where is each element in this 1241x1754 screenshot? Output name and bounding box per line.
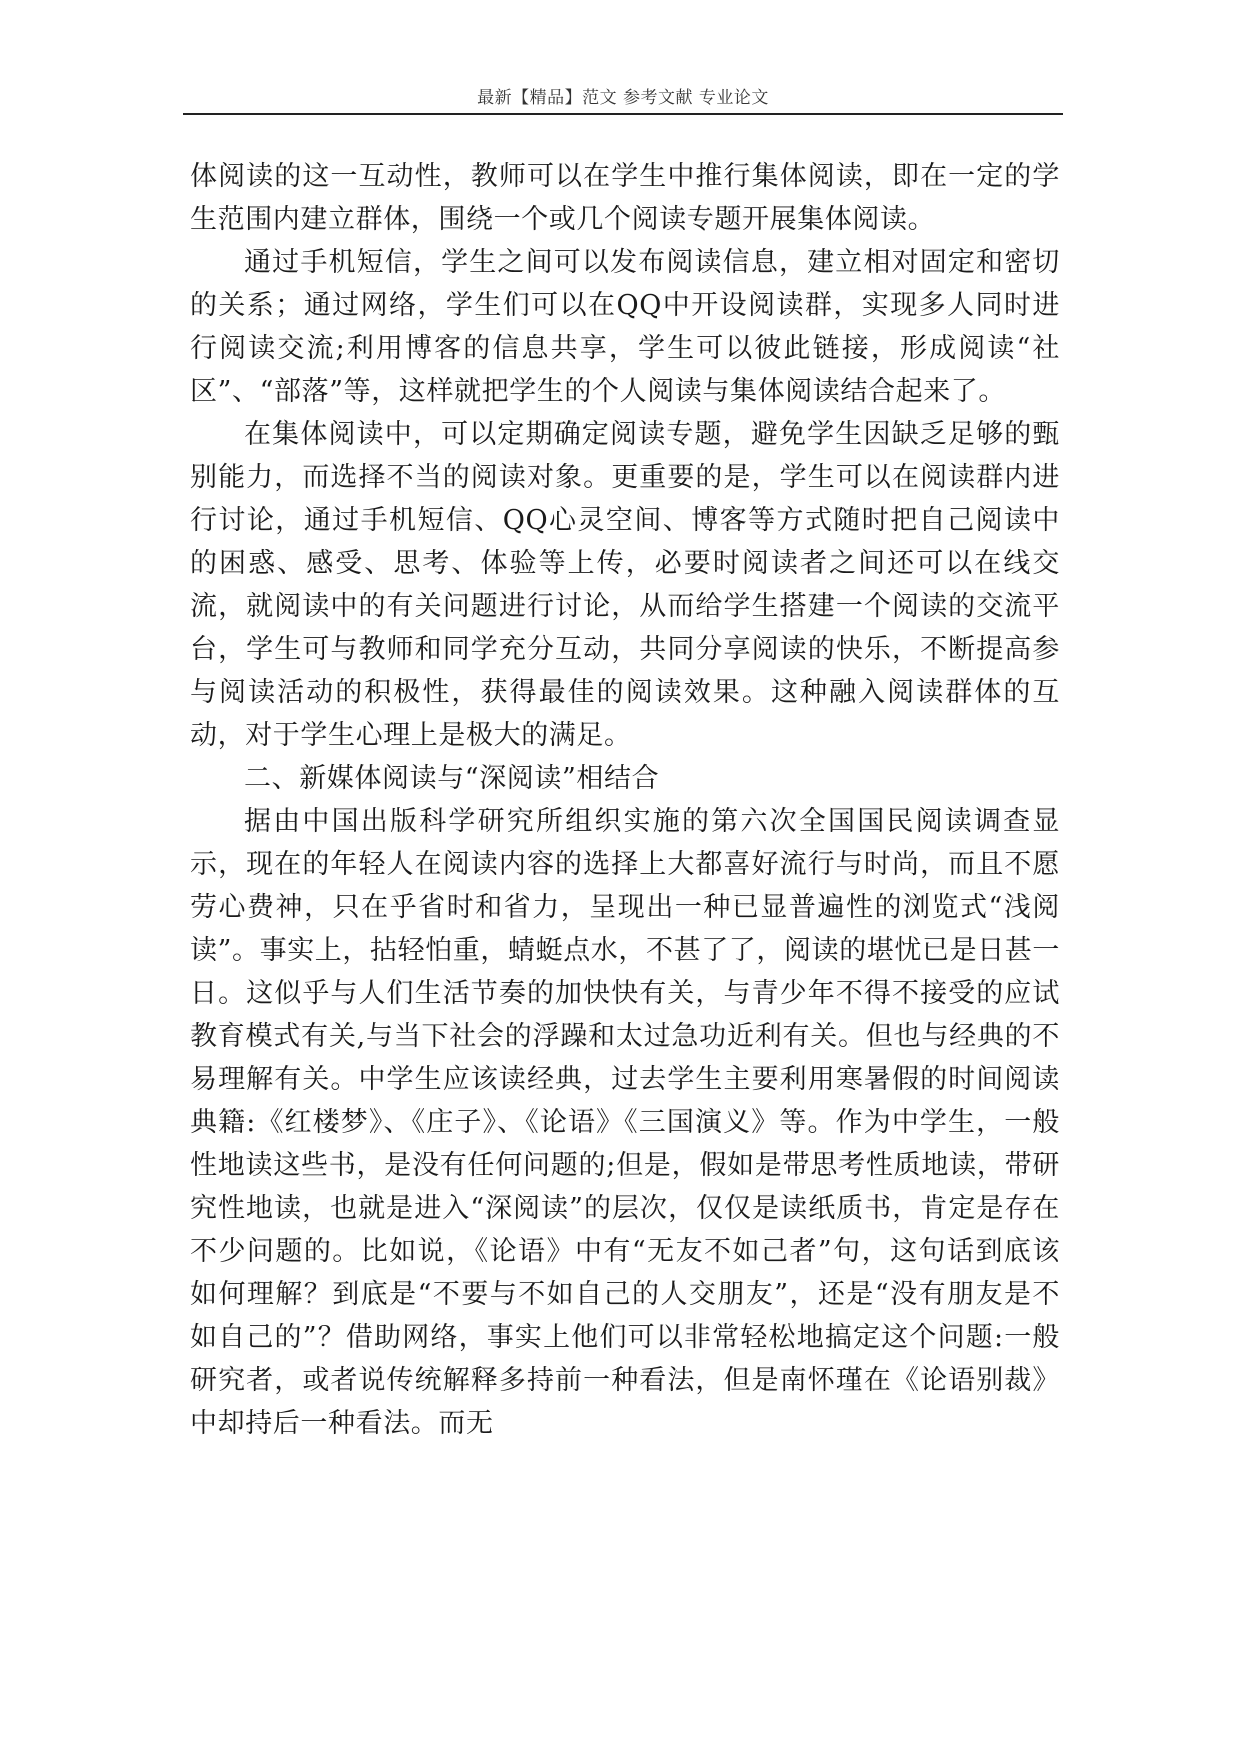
paragraph: 据由中国出版科学研究所组织实施的第六次全国国民阅读调查显示，现在的年轻人在阅读内容的选择上大都喜好流行与时尚，而且不愿劳心费神，只在乎省时和省力，呈现出一种已显普遍性的浏览式“浅阅读”。事实上，拈轻怕重，蜻蜓点水，不甚了了，阅读的堪忧已是日甚一日。这似乎与人们生活节奏的加快快有关，与青少年不得不接受的应试教育模式有关,与当下社会的浮躁和太过急功近利有关。但也与经典的不易理解有关。中学生应该读经典，过去学生主要利用寒暑假的时间阅读典籍:《红楼梦》、《庄子》、《论语》《三国演义》等。作为中学生，一般性地读这些书，是没有任何问题的;但是，假如是带思考性质地读，带研究性地读，也就是进入“深阅读”的层次，仅仅是读纸质书，肯定是存在不少问题的。比如说，《论语》中有“无友不如己者”句，这句话到底该如何理解？到底是“不要与不如自己的人交朋友”，还是“没有朋友是不如自己的”？借助网络，事实上他们可以非常轻松地搞定这个问题:一般研究者，或者说传统解释多持前一种看法，但是南怀瑾在《论语别裁》中却持后一种看法。而无 (190, 806, 1061, 1439)
paragraph-continued: 体阅读的这一互动性，教师可以在学生中推行集体阅读，即在一定的学生范围内建立群体，围绕一个或几个阅读专题开展集体阅读。 (190, 161, 1060, 235)
body-text (190, 155, 1060, 1445)
header-divider (183, 113, 1063, 115)
running-header: 最新【精品】范文 参考文献 专业论文 (477, 88, 769, 108)
paragraph: 在集体阅读中，可以定期确定阅读专题，避免学生因缺乏足够的甄别能力，而选择不当的阅读对象。更重要的是，学生可以在阅读群内进行讨论，通过手机短信、QQ心灵空间、博客等方式随时把自己阅读中的困惑、感受、思考、体验等上传，必要时阅读者之间还可以在线交流，就阅读中的有关问题进行讨论，从而给学生搭建一个阅读的交流平台，学生可与教师和同学充分互动，共同分享阅读的快乐，不断提高参与阅读活动的积极性，获得最佳的阅读效果。这种融入阅读群体的互动，对于学生心理上是极大的满足。 (190, 419, 1060, 751)
paragraph: 通过手机短信，学生之间可以发布阅读信息，建立相对固定和密切的关系；通过网络，学生们可以在QQ中开设阅读群，实现多人同时进行阅读交流;利用博客的信息共享，学生可以彼此链接，形成阅读“社区”、“部落”等，这样就把学生的个人阅读与集体阅读结合起来了。 (190, 247, 1060, 407)
section-heading: 二、新媒体阅读与“深阅读”相结合 (244, 763, 660, 794)
